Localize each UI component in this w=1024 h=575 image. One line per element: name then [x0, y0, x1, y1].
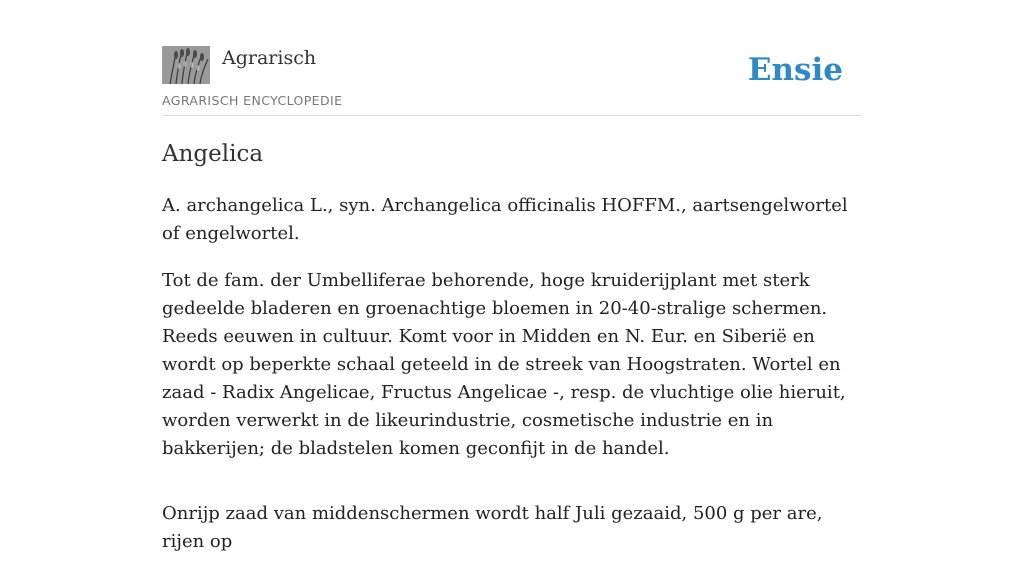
- article-title: Angelica: [162, 141, 264, 167]
- site-header: [162, 0, 862, 116]
- site-name[interactable]: Agrarisch: [222, 47, 317, 69]
- site-subtitle: AGRARISCH ENCYCLOPEDIE: [162, 93, 343, 108]
- article-paragraph: A. archangelica L., syn. Archangelica officinalis HOFFM., aartsengelwortel of engelwortel.: [162, 195, 848, 244]
- page-wrapper: [162, 0, 862, 552]
- wheat-icon[interactable]: [162, 46, 210, 84]
- article-paragraph: Onrijp zaad van middenschermen wordt half Juli gezaaid, 500 g per are, rijen op: [162, 503, 823, 552]
- article-body: [162, 192, 862, 575]
- article-paragraph: Tot de fam. der Umbelliferae behorende, hoge kruiderijplant met sterk gedeelde bladeren en groenachtige bloemen in 20-40-stralige schermen. Reeds eeuwen in cultuur. Komt voor in Midden en N. Eur. en Siberië en wordt op beperkte schaal geteeld in de streek van Hoogstraten. Wortel en zaad - Radix Angelicae, Fructus Angelicae -, resp. de vluchtige olie hieruit, worden verwerkt in de likeurindustrie, cosmetische industrie en in bakkerijen; de bladstelen komen geconfijt in de handel.: [162, 270, 846, 459]
- ensie-logo-link[interactable]: Ensie: [747, 52, 843, 88]
